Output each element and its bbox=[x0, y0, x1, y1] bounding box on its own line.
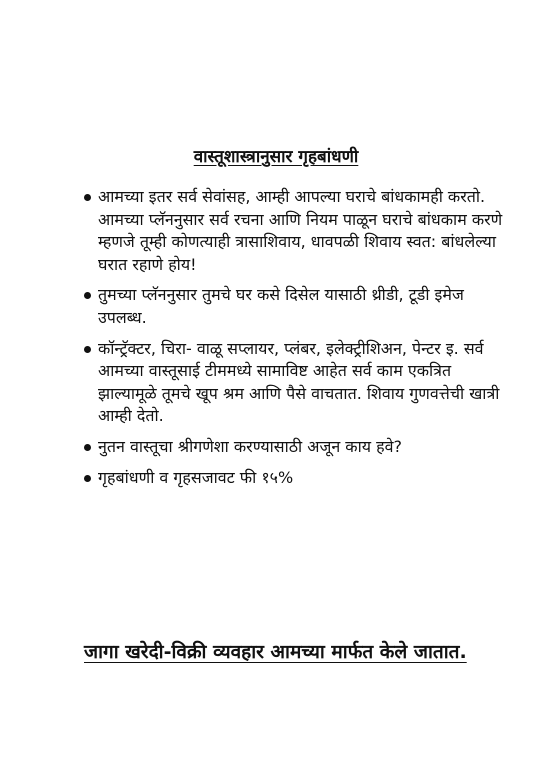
bullet-dot-icon bbox=[84, 292, 91, 299]
bullet-dot-icon bbox=[84, 475, 91, 482]
bullet-item bbox=[84, 338, 504, 428]
bullet-dot-icon bbox=[84, 444, 91, 451]
bullet-list bbox=[84, 186, 504, 497]
bullet-text: आमच्या इतर सर्व सेवांसह, आम्ही आपल्या घराचे बांधकामही करतो. आमच्या प्लॅननुसार सर्व रचना आणि नियम पाळून घराचे बांधकाम करणे म्हणजे तूम्ही कोणत्याही त्रासाशिवाय, धावपळी शिवाय स्वत: बांधलेल्या घरात रहाणे होय! bbox=[98, 187, 503, 274]
bullet-item bbox=[84, 284, 504, 329]
bullet-text: कॉन्ट्रॅक्टर, चिरा- वाळू सप्लायर, प्लंबर, इलेक्ट्रीशिअन, पेन्टर इ. सर्व आमच्या वास्तूसाई टीममध्ये सामाविष्ट आहेत सर्व काम एकत्रित झाल्यामूळे तूमचे खूप श्रम आणि पैसे वाचतात. शिवाय गुणवत्तेची खात्री आम्ही देतो. bbox=[98, 338, 500, 426]
bullet-text: तुमच्या प्लॅननुसार तुमचे घर कसे दिसेल यासाठी थ्रीडी, टूडी इमेज उपलब्ध. bbox=[98, 285, 464, 327]
footer-note: जागा खरेदी-विक्री व्यवहार आमच्या मार्फत केले जातात. bbox=[84, 641, 467, 663]
bullet-dot-icon bbox=[84, 346, 91, 353]
bullet-text: गृहबांधणी व गृहसजावट फी १५% bbox=[98, 467, 294, 487]
bullet-text: नुतन वास्तूचा श्रीगणेशा करण्यासाठी अजून काय हवे? bbox=[98, 436, 402, 456]
bullet-dot-icon bbox=[84, 194, 91, 201]
bullet-item bbox=[84, 467, 504, 490]
page-title: वास्तूशास्त्रानुसार गृहबांधणी bbox=[193, 147, 359, 167]
bullet-item bbox=[84, 436, 504, 459]
bullet-item bbox=[84, 186, 504, 276]
